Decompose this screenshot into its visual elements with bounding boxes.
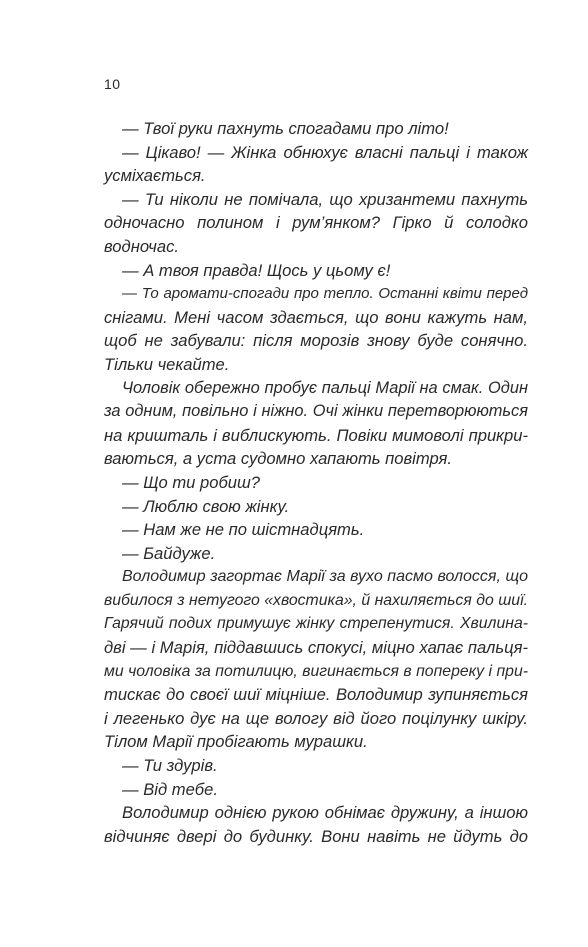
text-line: — Від тебе. [122,779,218,799]
text-line: щоб не забували: після морозів знову буде сонячно. [104,331,528,351]
text-line: — Цікаво! — Жінка обнюхує власні пальці і також [122,142,528,162]
text-line: снігами. Мені часом здається, що вони кажуть нам, [104,307,528,327]
text-line: вибилося з нетугого «хвостика», й нахиляється до шиї. [104,591,528,609]
text-line: відчиняє двері до будинку. Вони навіть не йдуть до [104,826,528,846]
text-line: одночасно полином і рум’янком? Гірко й солодко [104,213,528,233]
text-line: дві — і Марія, піддавшись спокусі, міцно хапає пальця- [104,638,528,658]
text-line: — Люблю свою жінку. [122,496,290,516]
text-line: Володимир загортає Марії за вухо пасмо волосся, що [122,568,528,586]
text-line: Тілом Марії пробігають мурашки. [104,732,368,752]
text-line: тискає до своєї шиї міцніше. Володимир зупиняється [104,685,528,705]
text-line: — А твоя правда! Щось у цьому є! [122,260,391,280]
text-line: Володимир однією рукою обнімає дружину, а іншою [122,803,528,823]
text-line: — Твої руки пахнуть спогадами про літо! [122,119,449,138]
text-line: — Що ти робиш? [122,472,261,492]
text-line: — То аромати-спогади про тепло. Останні квіти перед [122,285,528,303]
text-line: і легенько дує на ще вологу від його поцілунку шкіру. [104,708,528,728]
text-line: Гарячий подих примушує жінку стрепенутися. Хвилина- [104,615,528,633]
text-line: ми чоловіка за потилицю, вигинається в попереку і при- [104,662,528,680]
page-number: 10 [104,76,121,92]
text-line: — Байдуже. [122,543,216,563]
body-text [104,117,528,848]
text-line: Чоловік обережно пробує пальці Марії на смак. Один [122,378,528,397]
text-line: Тільки чекайте. [104,354,230,374]
text-line: — Нам же не по шістнадцять. [122,520,365,540]
text-line: — Ти ніколи не помічала, що хризантеми пахнуть [122,189,528,209]
text-line: водночас. [104,236,180,256]
text-line: за одним, повільно і ніжно. Очі жінки перетворюються [104,402,528,421]
text-line: — Ти здурів. [122,756,218,776]
text-line: ваються, а уста судомно хапають повітря. [104,449,453,469]
text-line: на кришталь і виблискують. Повіки мимоволі прикри- [104,425,528,445]
text-line: усміхається. [104,166,206,186]
